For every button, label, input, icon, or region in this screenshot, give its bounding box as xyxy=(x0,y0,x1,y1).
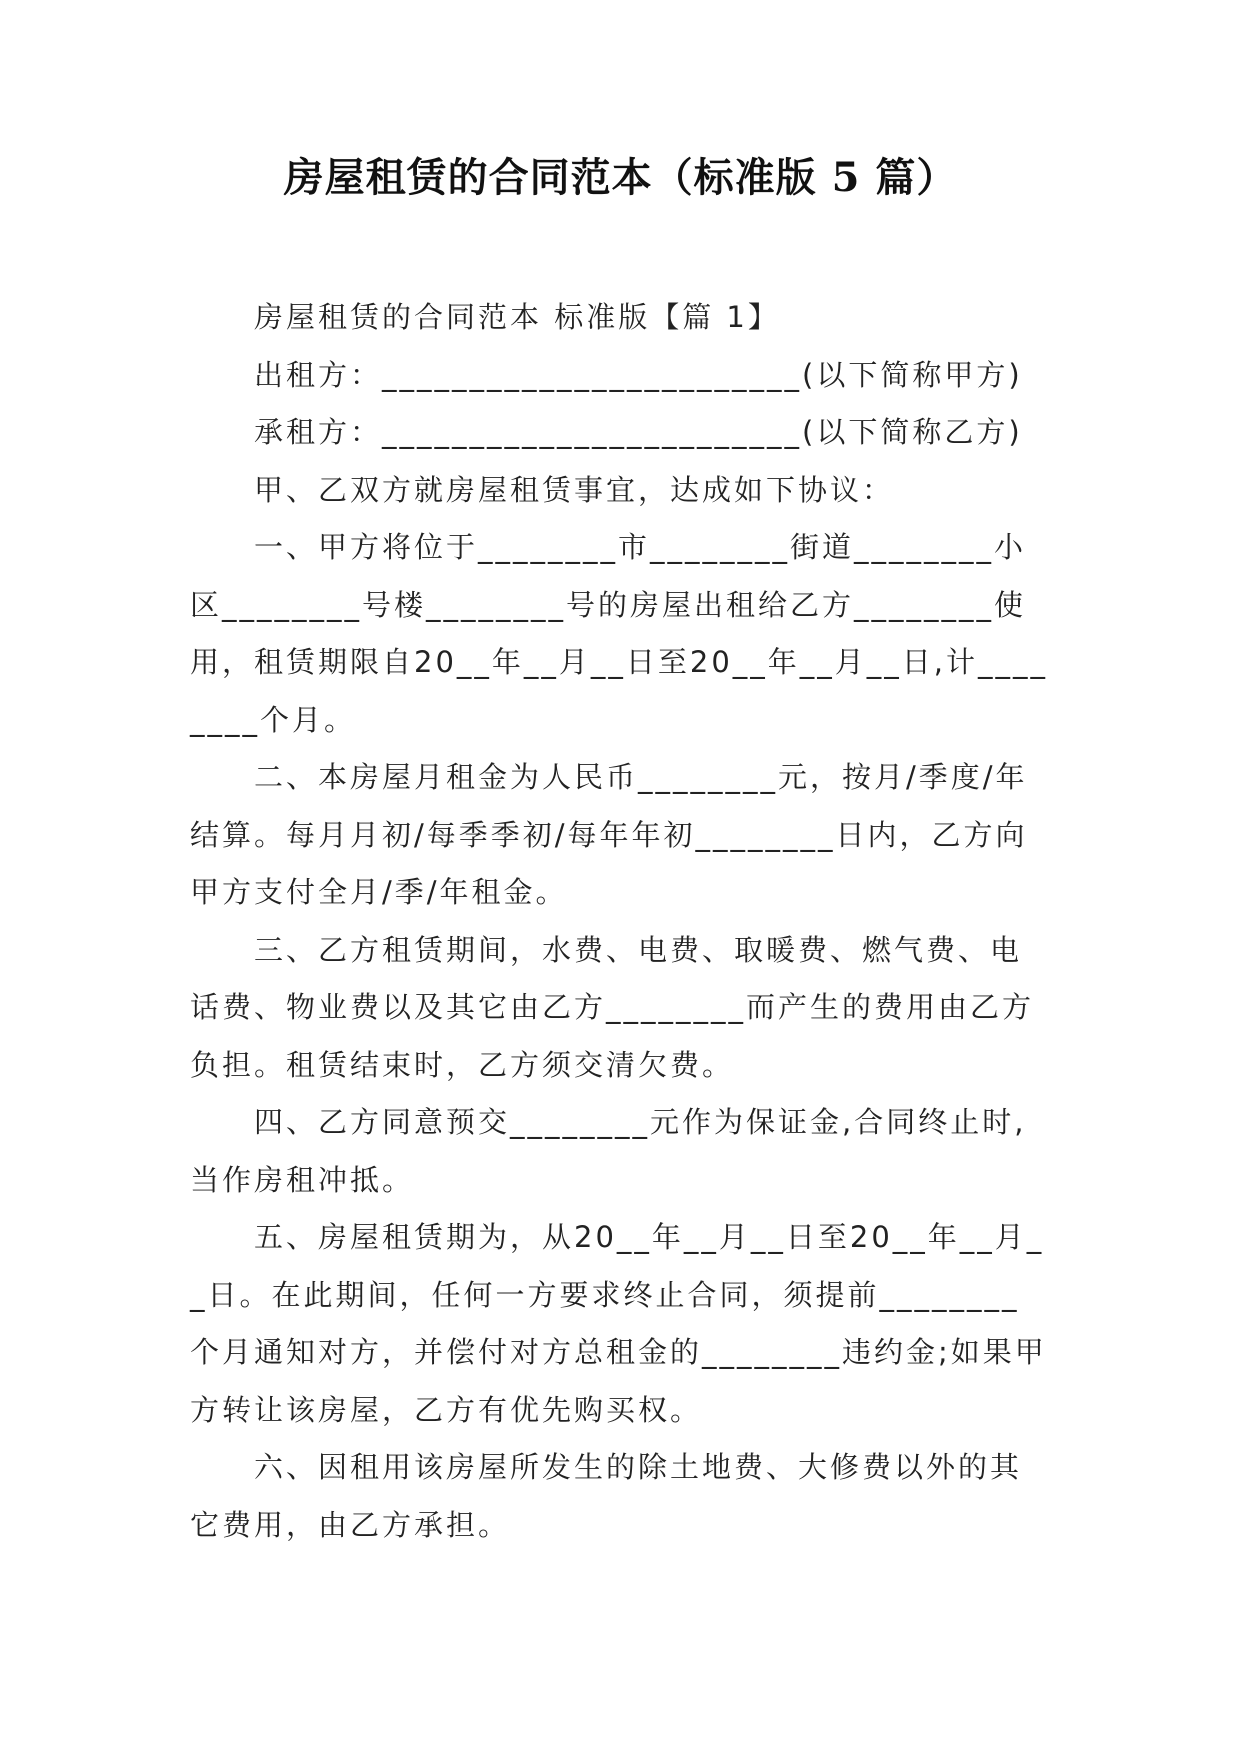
clause-3: 三、乙方租赁期间，水费、电费、取暖费、燃气费、电话费、物业费以及其它由乙方________而产生的费用由乙方负担。租赁结束时，乙方须交清欠费。 xyxy=(190,932,1035,1082)
document-title: 房屋租赁的合同范本（标准版 5 篇） xyxy=(283,154,958,201)
lessor-line: 出租方：________________________(以下简称甲方) xyxy=(254,357,1023,392)
clause-2: 二、本房屋月租金为人民币________元，按月/季度/年结算。每月月初/每季季初/每年年初________日内，乙方向甲方支付全月/季/年租金。 xyxy=(190,760,1028,909)
lessee-line: 承租方：________________________(以下简称乙方) xyxy=(254,415,1023,449)
clause-6: 六、因租用该房屋所发生的除土地费、大修费以外的其它费用，由乙方承担。 xyxy=(190,1450,1023,1542)
clause-4: 四、乙方同意预交________元作为保证金,合同终止时,当作房租冲抵。 xyxy=(190,1105,1027,1197)
document-body xyxy=(190,289,1050,1554)
clause-1: 一、甲方将位于________市________街道________小区________号楼________号的房屋出租给乙方________使用，租赁期限自20__年__月__日至20__年__月__日,计________个月。 xyxy=(190,530,1049,737)
section-heading: 房屋租赁的合同范本 标准版【篇 1】 xyxy=(254,300,780,334)
clause-5: 五、房屋租赁期为，从20__年__月__日至20__年__月__日。在此期间，任何一方要求终止合同，须提前________个月通知对方，并偿付对方总租金的________违约金;如果甲方转让该房屋，乙方有优先购买权。 xyxy=(190,1220,1047,1427)
agreement-intro: 甲、乙双方就房屋租赁事宜，达成如下协议： xyxy=(254,472,895,507)
